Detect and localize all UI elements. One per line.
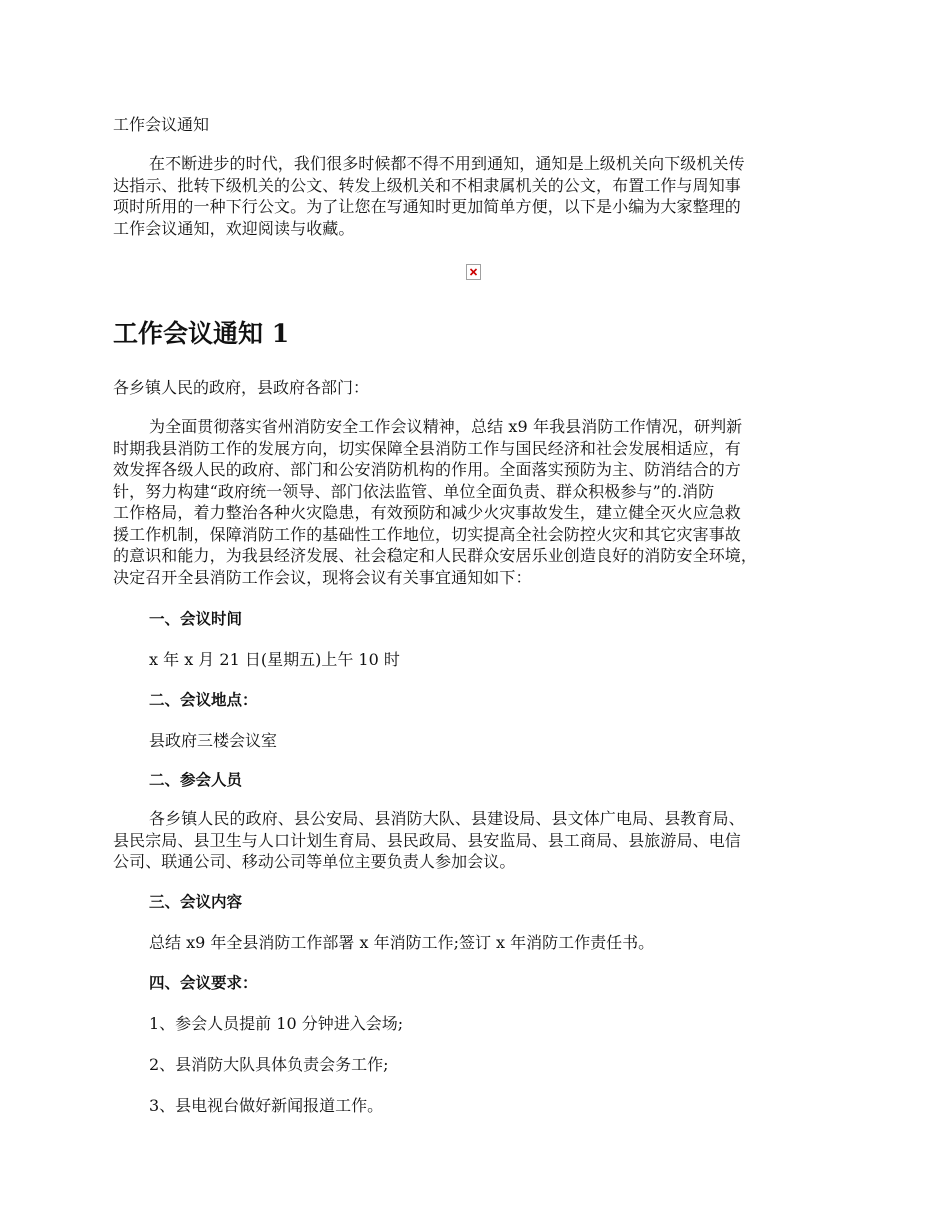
meeting-content-heading: 三、会议内容 (149, 893, 243, 911)
attendees-line: 县民宗局、县卫生与人口计划生育局、县民政局、县安监局、县工商局、县旅游局、电信 (113, 830, 741, 850)
meeting-time-heading: 一、会议时间 (149, 610, 243, 628)
broken-image-icon (466, 264, 481, 280)
body-line: 效发挥各级人民的政府、部门和公安消防机构的作用。全面落实预防为主、防消结合的方 (113, 460, 741, 479)
attendees-paragraph (113, 808, 848, 873)
intro-line: 项时所用的一种下行公文。为了让您在写通知时更加简单方便，以下是小编为大家整理的 (113, 197, 741, 216)
attendees-line: 公司、联通公司、移动公司等单位主要负责人参加会议。 (113, 852, 516, 871)
requirement-item: 1、参会人员提前 10 分钟进入会场; (149, 1014, 404, 1033)
intro-line: 达指示、批转下级机关的公文、转发上级机关和不相隶属机关的公文，布置工作与周知事 (113, 175, 741, 195)
requirement-item: 2、县消防大队具体负责会务工作; (149, 1055, 389, 1074)
meeting-content-value: 总结 x9 年全县消防工作部署 x 年消防工作;签订 x 年消防工作责任书。 (149, 933, 655, 952)
body-line: 针，努力构建“政府统一领导、部门依法监管、单位全面负责、群众积极参与”的.消防 (113, 481, 715, 501)
section-heading: 工作会议通知 1 (113, 319, 290, 348)
requirements-heading: 四、会议要求： (149, 974, 258, 992)
intro-paragraph (113, 153, 848, 239)
body-line: 为全面贯彻落实省州消防安全工作会议精神，总结 x9 年我县消防工作情况，研判新 (149, 417, 743, 436)
body-line: 时期我县消防工作的发展方向，切实保障全县消防工作与国民经济和社会发展相适应，有 (113, 438, 741, 458)
body-line: 决定召开全县消防工作会议，现将会议有关事宜通知如下： (113, 567, 532, 587)
meeting-place-value: 县政府三楼会议室 (149, 731, 278, 750)
body-paragraph (113, 416, 848, 588)
requirement-item: 3、县电视台做好新闻报道工作。 (149, 1096, 384, 1115)
meeting-place-heading: 二、会议地点： (149, 691, 258, 709)
body-line: 援工作机制，保障消防工作的基础性工作地位，切实提高全社会防控火灾和其它灾害事故 (113, 524, 741, 544)
intro-line: 在不断进步的时代，我们很多时候都不得不用到通知，通知是上级机关向下级机关传 (149, 154, 745, 173)
body-line: 的意识和能力，为我县经济发展、社会稳定和人民群众安居乐业创造良好的消防安全环境， (113, 546, 758, 565)
document-title: 工作会议通知 (113, 115, 210, 134)
attendees-line: 各乡镇人民的政府、县公安局、县消防大队、县建设局、县文体广电局、县教育局、 (149, 809, 745, 828)
body-line: 工作格局，着力整治各种火灾隐患，有效预防和减少火灾事故发生，建立健全灭火应急救 (113, 503, 741, 522)
intro-line: 工作会议通知，欢迎阅读与收藏。 (113, 218, 355, 238)
salutation: 各乡镇人民的政府，县政府各部门： (113, 378, 370, 397)
attendees-heading: 二、参会人员 (149, 771, 243, 789)
meeting-time-value: x 年 x 月 21 日(星期五)上午 10 时 (149, 650, 400, 669)
